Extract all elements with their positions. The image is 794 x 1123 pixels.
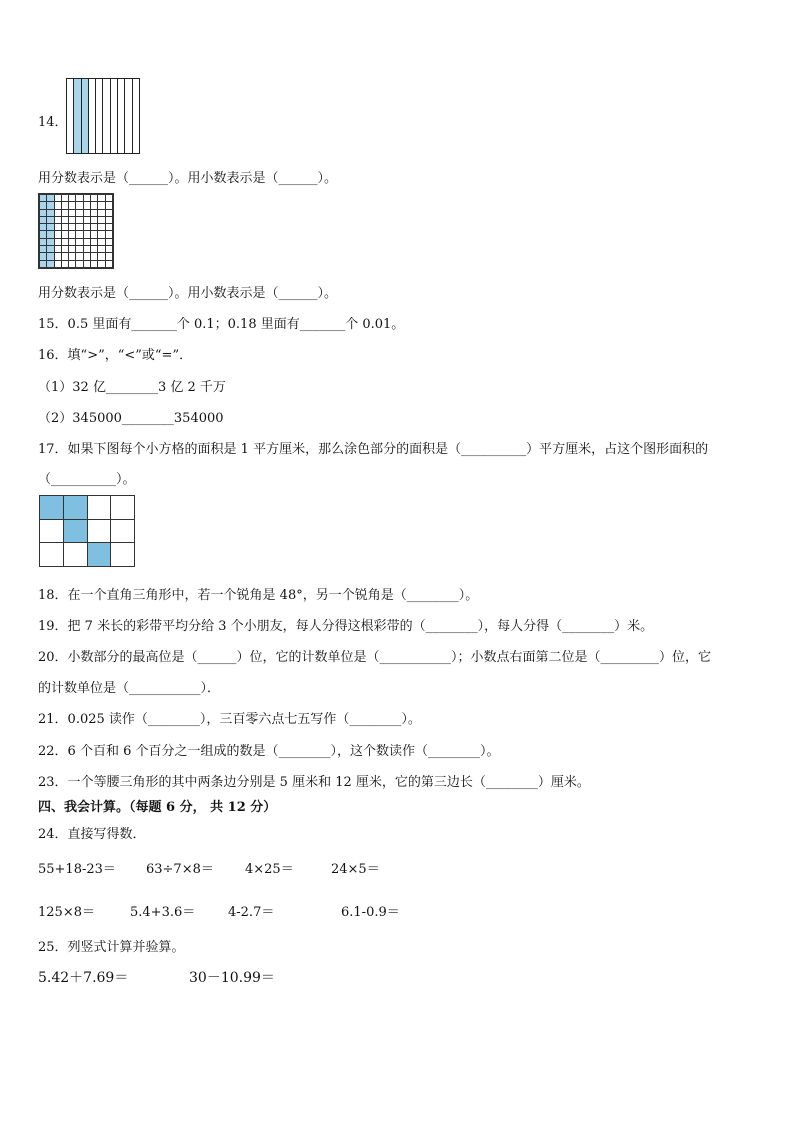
q20-line2: 的计数单位是（___________）． xyxy=(38,681,221,696)
q24-item: 125×8＝ xyxy=(38,905,95,920)
stripe xyxy=(89,79,96,153)
q24-item: 55+18-23＝ xyxy=(38,862,116,877)
q16-title: 16．填“>”，“<”或“=”． xyxy=(38,348,193,363)
q25-title: 25．列竖式计算并验算。 xyxy=(38,940,185,955)
q18: 18．在一个直角三角形中，若一个锐角是 48°，另一个锐角是（________）。 xyxy=(38,588,479,603)
q14-line1: 用分数表示是（______）。用小数表示是（______）。 xyxy=(38,171,338,186)
q14-line2: 用分数表示是（______）。用小数表示是（______）。 xyxy=(38,286,338,301)
q16-part2: （2）345000________354000 xyxy=(38,411,224,426)
q24-title: 24．直接写得数． xyxy=(38,827,146,842)
stripe xyxy=(133,79,139,153)
q22: 22．6 个百和 6 个百分之一组成的数是（________），这个数读作（________）。 xyxy=(38,744,500,759)
section-heading: 四、我会计算。（每题 6 分， 共 12 分） xyxy=(38,800,277,815)
q24-item: 63÷7×8＝ xyxy=(146,862,214,877)
q24-item: 5.4+3.6＝ xyxy=(130,905,196,920)
q14-number: 14． xyxy=(38,115,68,130)
q20-line1: 20．小数部分的最高位是（______）位，它的计数单位是（___________）；小数点右面第二位是（_________）位，它 xyxy=(38,650,712,665)
area-grid-figure xyxy=(39,495,135,567)
stripe xyxy=(111,79,118,153)
stripe xyxy=(118,79,125,153)
q23: 23．一个等腰三角形的其中两条边分别是 5 厘米和 12 厘米，它的第三边长（________）厘米。 xyxy=(38,775,590,790)
q19: 19．把 7 米长的彩带平均分给 3 个小朋友，每人分得这根彩带的（________），每人分得（________）米。 xyxy=(38,619,654,634)
q25-item: 30－10.99＝ xyxy=(189,970,275,986)
q17-line2: （__________）。 xyxy=(38,472,136,487)
q24-item: 6.1-0.9＝ xyxy=(341,905,400,920)
q25-item: 5.42＋7.69＝ xyxy=(38,970,129,986)
q24-item: 24×5＝ xyxy=(331,862,380,877)
stripe xyxy=(103,79,110,153)
stripe xyxy=(96,79,103,153)
stripe xyxy=(82,79,89,153)
q17-line1: 17．如果下图每个小方格的面积是 1 平方厘米，那么涂色部分的面积是（__________）平方厘米，占这个图形面积的 xyxy=(38,442,709,457)
stripe xyxy=(67,79,74,153)
stripe-figure xyxy=(66,78,140,154)
q15: 15．0.5 里面有_______个 0.1；0.18 里面有_______个 0.01。 xyxy=(38,317,405,332)
q24-item: 4×25＝ xyxy=(245,862,294,877)
hundred-grid-figure xyxy=(38,193,114,269)
q24-item: 4-2.7＝ xyxy=(228,905,275,920)
q21: 21．0.025 读作（________），三百零六点七五写作（________）。 xyxy=(38,712,421,727)
stripe xyxy=(125,79,132,153)
stripe xyxy=(74,79,81,153)
q16-part1: （1）32 亿________3 亿 2 千万 xyxy=(38,380,226,395)
